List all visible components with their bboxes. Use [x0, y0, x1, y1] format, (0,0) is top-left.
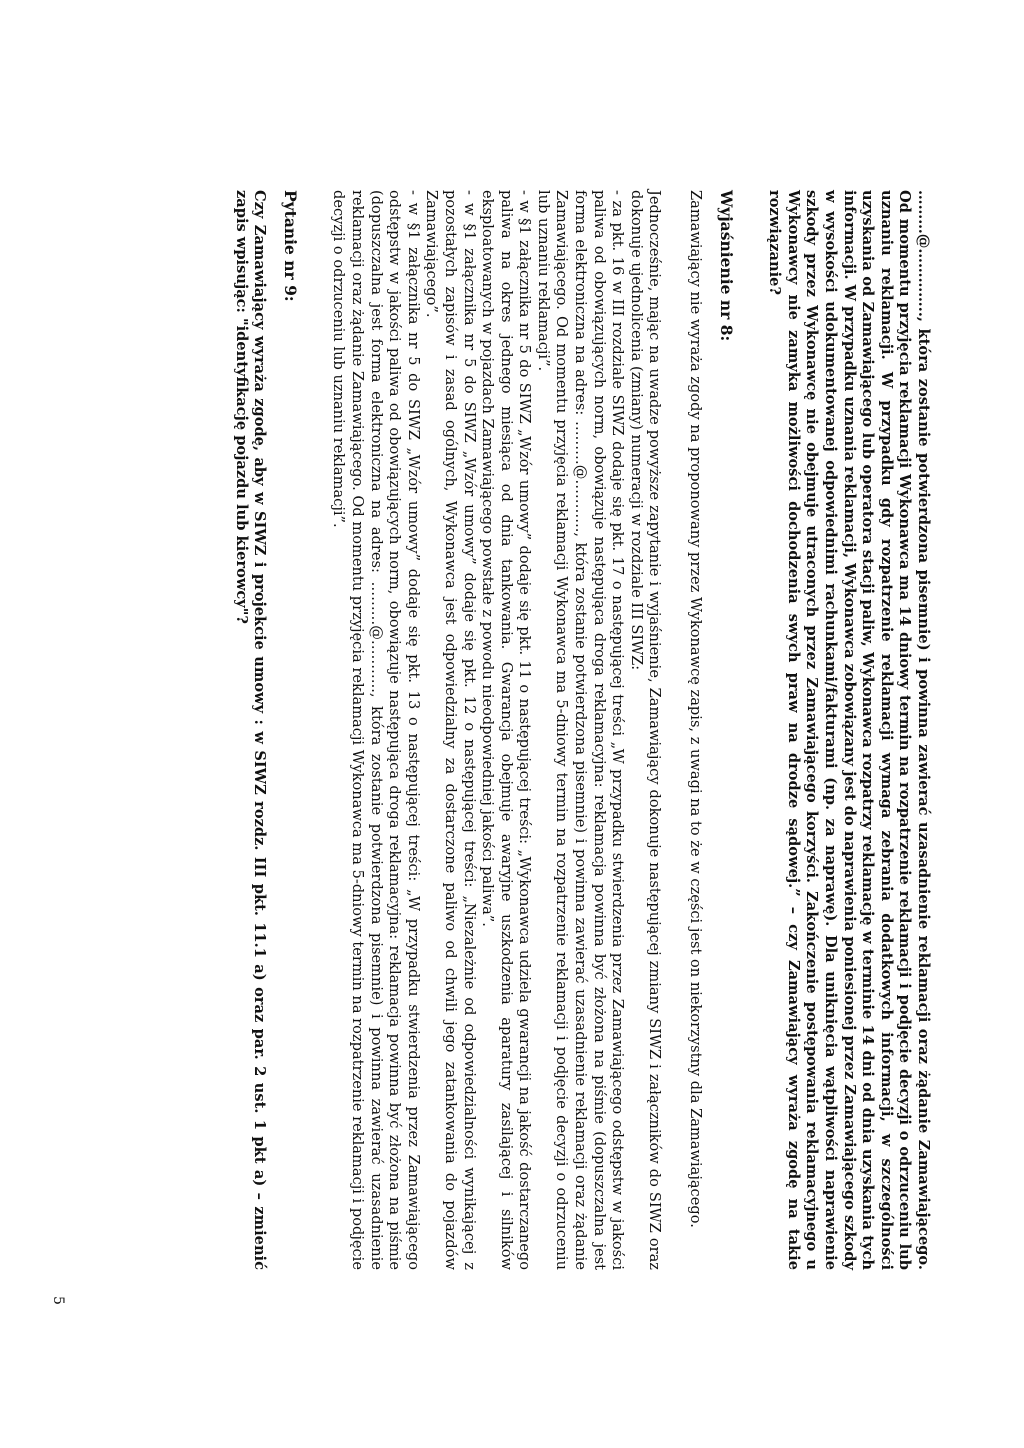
- question-8-continuation: ………@………….., która zostanie potwierdzona pisemnie) i powinna zawierać uzasadnienie reklamacji oraz żądanie Zamawiającego. Od momentu przyjęcia reklamacji Wykonawca ma 14 dniowy termin na rozpatrzenie reklamacji i podjęcie decyzji o odrzuceniu lub uznaniu reklamacji. W przypadku gdy rozpatrzenie reklamacji wymaga zebrania dodatkowych informacji, w szczególności uzyskania od Zamawiającego lub operatora stacji paliw, Wykonawca rozpatrzy reklamację w terminie 14 dni od dnia uzyskania tych informacji. W przypadku uznania reklamacji, Wykonawca zobowiązany jest do naprawienia poniesionej przez Zamawiającego szkody w wysokości udokumentowanej odpowiednimi rachunkami/fakturami (np. za naprawę). Dla uniknięcia wątpliwości naprawienie szkody przez Wykonawcę nie obejmuje utraconych przez Zamawiającego korzyści. Zakończenie postępowania reklamacyjnego u Wykonawcy nie zamyka możliwości dochodzenia swych praw na drodze sądowej.” – czy Zamawiający wyraża zgodę na takie rozwiązanie?: [766, 190, 932, 1270]
- answer-8-paragraph-4: - w §1 załącznika nr 5 do SIWZ „Wzór umowy” dodaje się pkt. 11 o następującej treści: „Wykonawca udziela gwarancji na jakość dostarczanego paliwa na okres jednego miesiąca od dnia tankowania. Gwarancja obejmuje awaryjne uszkodzenia aparatury zasilającej i silników eksploatowanych w pojazdach Zamawiającego powstałe z powodu nieodpowiedniej jakości paliwa”.: [479, 190, 534, 1270]
- question-9-text: Czy Zamawiający wyraża zgodę, aby w SIWZ i projekcie umowy : w SIWZ rozdz. III pkt. 11.1 a) oraz par. 2 ust. 1 pkt a) – zmienić zapis wpisując: "identyfikację pojazdu lub kierowcy"?: [232, 190, 269, 1270]
- page-content: [231, 190, 932, 1270]
- answer-8-paragraph-2: Jednocześnie, mając na uwadze powyższe zapytanie i wyjaśnienie, Zamawiający dokonuje następującej zmiany SIWZ i załączników do SIWZ oraz dokonuje ujednolicenia (zmiany) numeracji w rozdziale III SIWZ:: [627, 190, 664, 1270]
- answer-8-paragraph-6: - w §1 załącznika nr 5 do SIWZ „Wzór umowy” dodaje się pkt. 13 o następującej treści: „W przypadku stwierdzenia przez Zamawiającego odstępstw w jakości paliwa od obowiązujących norm, obowiązuje następująca droga reklamacyjna: reklamacja powinna być złożona na piśmie (dopuszczalna jest forma elektroniczna na adres: ………@……….., która zostanie potwierdzona pisemnie) i powinna zawierać uzasadnienie reklamacji oraz żądanie Zamawiającego. Od momentu przyjęcia reklamacji Wykonawca ma 5-dniowy termin na rozpatrzenie reklamacji i podjęcie decyzji o odrzuceniu lub uznaniu reklamacji”.: [330, 190, 422, 1270]
- page-number: 5: [50, 1296, 66, 1305]
- answer-8-paragraph-3: - za pkt. 16 w III rozdziale SIWZ dodaje się pkt. 17 o następującej treści „W przypadku stwierdzenia przez Zamawiającego odstępstw w jakości paliwa od obowiązujących norm, obowiązuje następująca droga reklamacyjna: reklamacja powinna być złożona na piśmie (dopuszczalna jest forma elektroniczna na adres: ………@……….., która zostanie potwierdzona pisemnie) i powinna zawierać uzasadnienie reklamacji oraz żądanie Zamawiającego. Od momentu przyjęcia reklamacji Wykonawca ma 5-dniowy termin na rozpatrzenie reklamacji i podjęcie decyzji o odrzuceniu lub uznaniu reklamacji”.: [534, 190, 627, 1270]
- answer-8-heading: Wyjaśnienie nr 8:: [716, 190, 736, 342]
- question-9-heading: Pytanie nr 9:: [280, 190, 300, 302]
- answer-8-paragraph-5: - w §1 załącznika nr 5 do SIWZ „Wzór umowy” dodaje się pkt. 12 o następującej treści: „Niezależnie od odpowiedzialności wynikającej z pozostałych zapisów i zasad ogólnych, Wykonawca jest odpowiedzialny za dostarczone paliwo od chwili jego zatankowania do pojazdów Zamawiającego”.: [423, 190, 478, 1270]
- answer-8-paragraph-1: Zamawiający nie wyraża zgody na proponowany przez Wykonawcę zapis, z uwagi na to że w części jest on niekorzystny dla Zamawiającego.: [687, 190, 705, 1228]
